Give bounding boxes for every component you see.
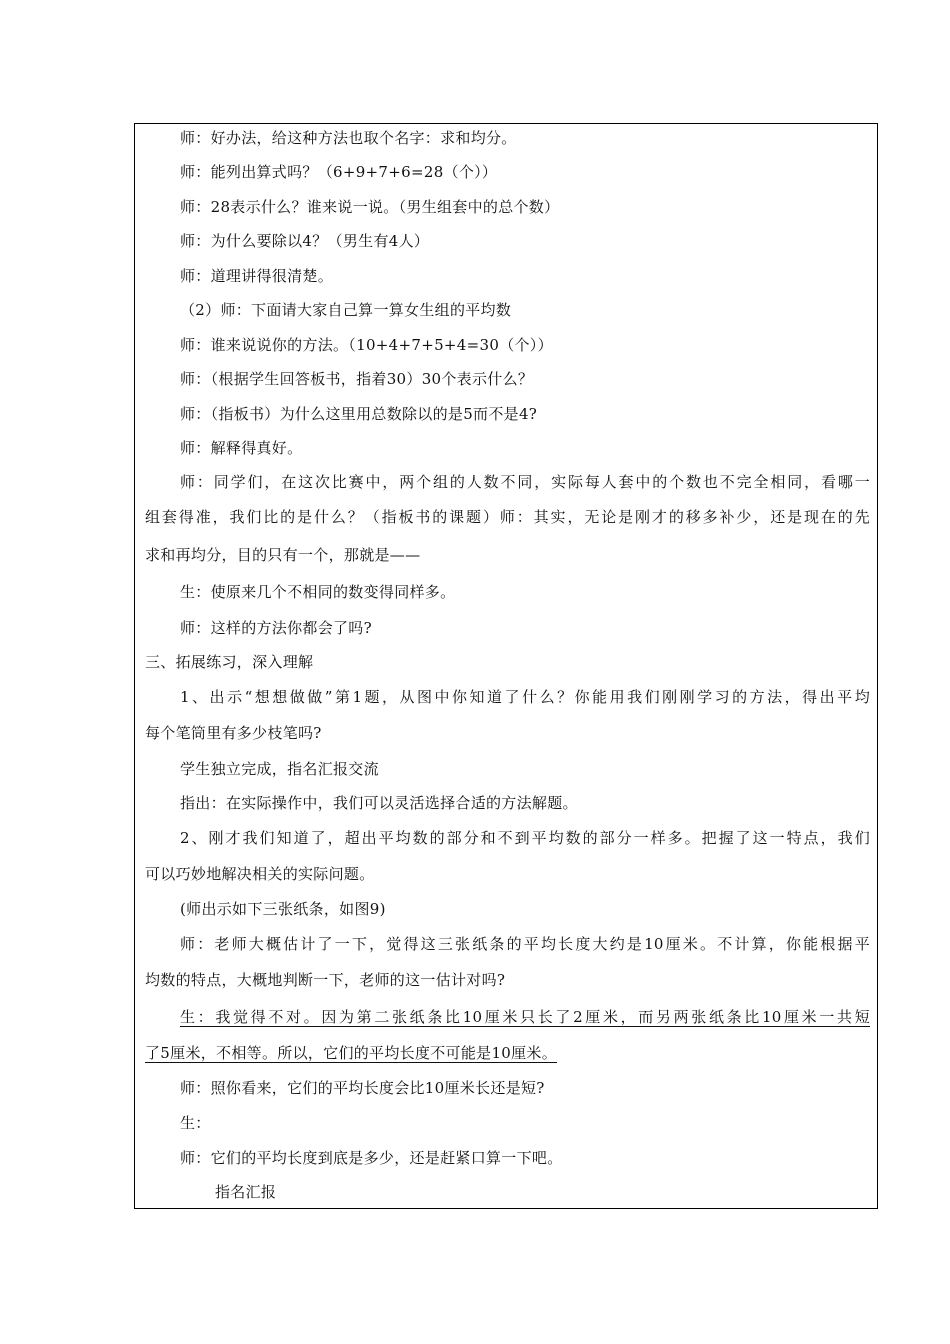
text-line: 学生独立完成，指名汇报交流	[180, 760, 379, 778]
text-line: 师：好办法，给这种方法也取个名字：求和均分。	[180, 129, 517, 147]
text-line: 师：老师大概估计了一下，觉得这三张纸条的平均长度大约是10厘米。不计算，你能根据平	[180, 935, 870, 953]
text-line: 师：为什么要除以4？（男生有4人）	[180, 232, 430, 250]
underlined-answer-line: 了5厘米，不相等。所以，它们的平均长度不可能是10厘米。	[145, 1044, 558, 1062]
text-line: 可以巧妙地解决相关的实际问题。	[145, 865, 375, 883]
text-line: 指出：在实际操作中，我们可以灵活选择合适的方法解题。	[180, 794, 578, 812]
text-line: 师：它们的平均长度到底是多少，还是赶紧口算一下吧。	[180, 1149, 563, 1167]
underlined-answer-line: 生：我觉得不对。因为第二张纸条比10厘米只长了2厘米，而另两张纸条比10厘米一共短	[180, 1008, 870, 1026]
text-line: 师：（指板书）为什么这里用总数除以的是5而不是4?	[180, 405, 538, 423]
text-line: 师：谁来说说你的方法。（10+4+7+5+4=30（个））	[180, 336, 553, 354]
section-heading: 三、拓展练习，深入理解	[145, 653, 314, 671]
text-line: 1、出示“想想做做”第1题，从图中你知道了什么？你能用我们刚刚学习的方法，得出平均	[180, 688, 870, 706]
text-line: 师：照你看来，它们的平均长度会比10厘米长还是短?	[180, 1079, 545, 1097]
text-line: 生：使原来几个不相同的数变得同样多。	[180, 583, 456, 601]
text-line: 师：能列出算式吗？（6+9+7+6=28（个））	[180, 163, 498, 181]
text-line: (师出示如下三张纸条，如图9)	[180, 900, 386, 918]
text-line: 指名汇报	[215, 1183, 277, 1201]
text-line: 2、刚才我们知道了，超出平均数的部分和不到平均数的部分一样多。把握了这一特点，我们	[180, 829, 870, 847]
text-line: （2）师：下面请大家自己算一算女生组的平均数	[180, 301, 512, 319]
text-line: 师：（根据学生回答板书，指着30）30个表示什么？	[180, 370, 534, 388]
text-line: 师：28表示什么？谁来说一说。（男生组套中的总个数）	[180, 198, 560, 216]
text-line: 师：这样的方法你都会了吗?	[180, 619, 372, 637]
text-line: 组套得准，我们比的是什么？（指板书的课题）师：其实，无论是刚才的移多补少，还是现在的先	[145, 508, 870, 526]
text-line: 师：同学们，在这次比赛中，两个组的人数不同，实际每人套中的个数也不完全相同，看哪一	[180, 473, 870, 491]
text-line: 师：道理讲得很清楚。	[180, 267, 334, 285]
text-line: 生：	[180, 1114, 211, 1132]
text-line: 均数的特点，大概地判断一下，老师的这一估计对吗?	[145, 971, 506, 989]
text-line: 师：解释得真好。	[180, 439, 303, 457]
text-line: 求和再均分，目的只有一个，那就是——	[145, 546, 421, 564]
text-line: 每个笔筒里有多少枝笔吗?	[145, 724, 322, 742]
